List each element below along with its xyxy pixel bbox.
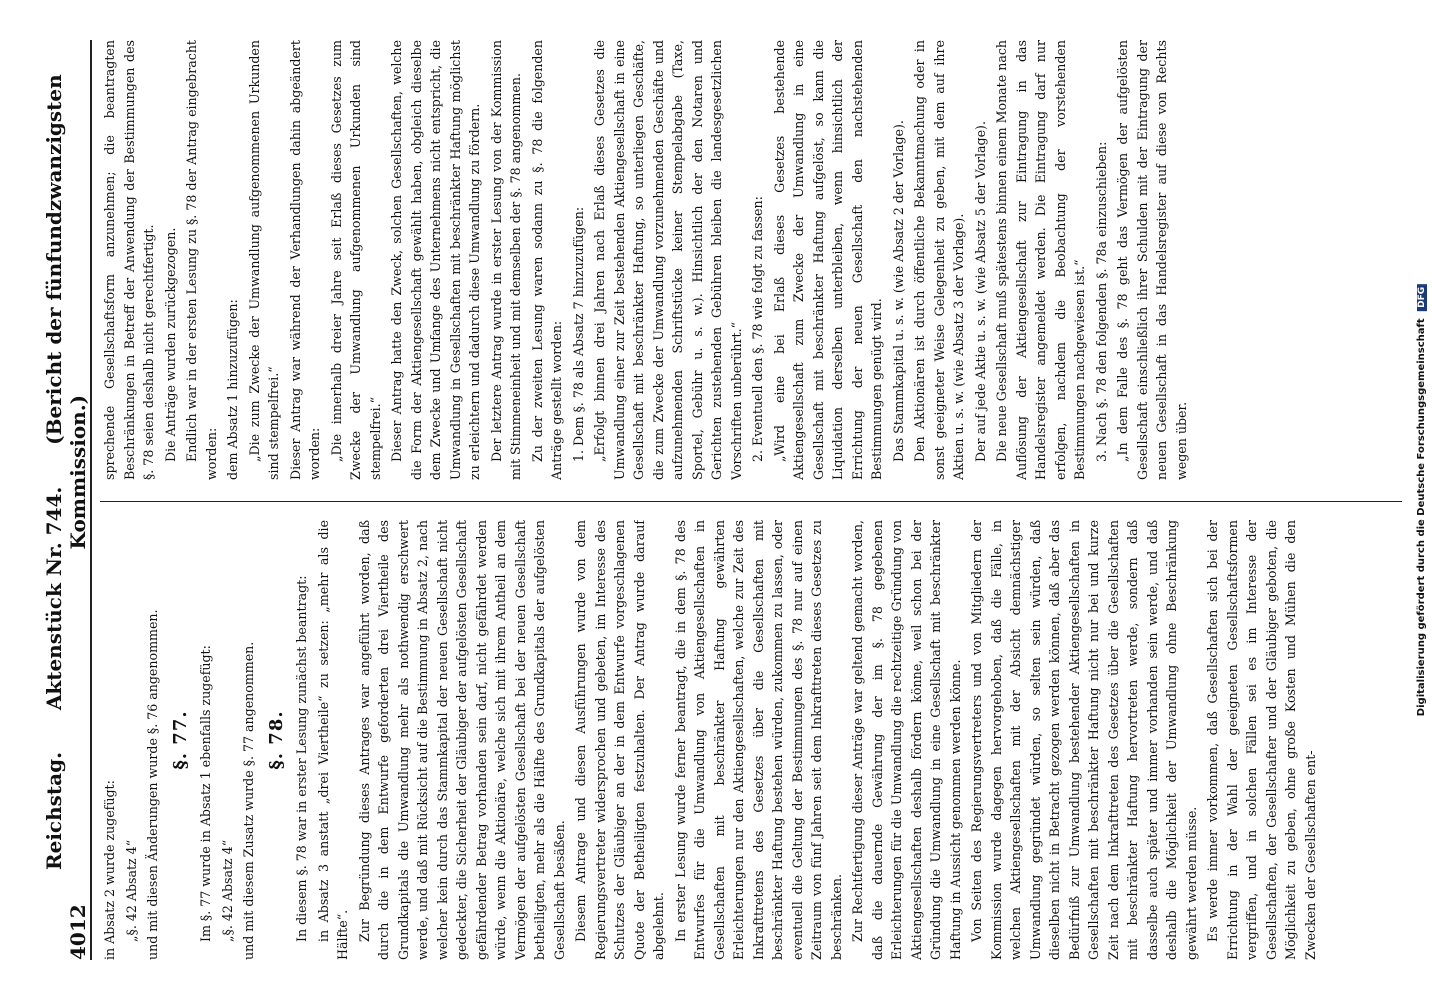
header-left: Reichstag. <box>42 751 66 871</box>
paragraph: „Wird eine bei Erlaß dieses Gesetzes bestehende Aktiengesellschaft zum Zwecke der Umwandlung in eine Gesellschaft mit beschränkter Haftung aufgelöst, so kann die Liquidation derselben unterbleiben, wenn hinsichtlich der Errichtung der neuen Gesellschaft den nachstehenden Bestimmungen genügt wird. <box>771 40 884 480</box>
paragraph: In diesem §. 78 war in erster Lesung zunächst beantragt: <box>294 575 309 942</box>
paragraph: „Die innerhalb dreier Jahre seit Erlaß dieses Gesetzes zum Zwecke der Umwandlung aufgenommenen Urkunden sind stempelfrei.“ <box>328 40 383 480</box>
paragraph: Zur Rechtfertigung dieser Anträge war geltend gemacht worden, daß die dauernde Gewährung der im §. 78 gegebenen Erleichterungen für die Umwandlung die rechtzeitige Gründung von Aktiengesellschaften deshalb fördern könne, weil schon bei der Gründung die Umwandlung in eine Gesellschaft mit beschränkter Haftung in Aussicht genommen werden könne. <box>850 520 963 960</box>
paragraph: und mit diesen Änderungen wurde §. 76 angenommen. <box>145 609 160 960</box>
right-column <box>100 40 1402 480</box>
paragraph: Es werde immer vorkommen, daß Gesellschaften sich bei der Errichtung in der Wahl der geeigneten Gesellschaftsformen vergriffen, und in solchen Fällen sei es im Interesse der Gesellschaften, der Gesellschafter und der Gläubiger geboten, die Möglichkeit zu geben, ohne große Kosten und Mühen die den Zwecken der Gesellschaften ent- <box>1205 520 1318 960</box>
paragraph: Zu der zweiten Lesung waren sodann zu §. 78 die folgenden Anträge gestellt worden: <box>529 40 564 480</box>
paragraph: Im §. 77 wurde in Absatz 1 ebenfalls zugefügt: <box>198 645 213 942</box>
paragraph: Dieser Antrag war während der Verhandlungen dahin abgeändert worden: <box>287 40 322 480</box>
paragraph: „Die zum Zwecke der Umwandlung aufgenommenen Urkunden sind stempelfrei.“ <box>246 40 281 480</box>
paragraph: „§. 42 Absatz 4“ <box>219 839 235 942</box>
paragraph: Dieser Antrag hatte den Zweck, solchen Gesellschaften, welche die Form der Aktiengesellschaft gewählt haben, obgleich dieselbe dem Zwecke und Umfange des Unternehmens nicht entspricht, die Umwandlung in Gesellschaften mit beschränkter Haftung möglichst zu erleichtern und dadurch diese Umwandlung zu fördern. <box>389 40 482 480</box>
paragraph: in Absatz 2 wurde zugefügt: <box>102 780 117 960</box>
paragraph: Die Anträge wurden zurückgezogen. <box>162 227 178 462</box>
paragraph: „Erfolgt binnen drei Jahren nach Erlaß dieses Gesetzes die Umwandlung einer zur Zeit bestehenden Aktiengesellschaft in eine Gesellschaft mit beschränkter Haftung, so unterliegen Geschäfte, die zum Zwecke der Umwandlung vorzunehmenden Geschäfte und aufzunehmenden Schriftstücke keiner Stempelabgabe (Taxe, Sportel, Gebühr u. s. w.). Hinsichtlich der den Notaren und Gerichten zustehenden Gebühren bleiben die landesgesetzlichen Vorschriften unberührt.“ <box>592 40 744 480</box>
paragraph: Den Aktionären ist durch öffentliche Bekanntmachung oder in sonst geeigneter Weise Gelegenheit zu geben, mit dem auf ihre Aktien u. s. w. (wie Absatz 3 der Vorlage). <box>912 40 966 480</box>
paragraph: 3. Nach §. 78 den folgenden §. 78a einzuschieben: <box>1093 141 1109 462</box>
paragraph: Zur Begründung dieses Antrages war angeführt worden, daß durch die in dem Entwurfe geforderten drei Viertheile des Grundkapitals die Umwandlung mehr als nothwendig erschwert werde, und daß mit Rücksicht auf die Bestimmung in Absatz 2, nach welcher kein durch das Stammkapital der neuen Gesellschaft nicht gedeckter, die Sicherheit der Gläubiger der aufgelösten Gesellschaft gefährdender Betrag vorhanden sein darf, nicht gefährdet werden würde, wenn die Aktionäre, welche sich mit ihrem Antheil an dem Vermögen der aufgelösten Gesellschaft bei der neuen Gesellschaft betheiligten, mehr als die Hälfte des Grundkapitals der aufgelösten Gesellschaft besäßen. <box>356 520 567 960</box>
page-number: 4012 <box>66 904 90 960</box>
paragraph: „§. 42 Absatz 4“ <box>123 839 139 942</box>
header-right: (Bericht der fünfundzwanzigsten Kommission.) <box>42 74 90 550</box>
paragraph: Endlich war in der ersten Lesung zu §. 78 der Antrag eingebracht worden: <box>184 40 219 480</box>
paragraph: 1. Dem §. 78 als Absatz 7 hinzuzufügen: <box>570 206 586 462</box>
left-column <box>100 520 1402 960</box>
paragraph: und mit diesem Zusatz wurde §. 77 angenommen. <box>241 641 256 960</box>
column-divider <box>100 501 1402 502</box>
paragraph: Diesem Antrage und diesen Ausführungen wurde von dem Regierungsvertreter widersprochen und gebeten, im Interesse des Schutzes der Gläubiger an der in dem Entwurfe vorgeschlagenen Quote der Betheiligten festzuhalten. Der Antrag wurde darauf abgelehnt. <box>573 520 666 960</box>
paragraph: Die neue Gesellschaft muß spätestens binnen einem Monate nach Auflösung der Aktiengesellschaft zur Eintragung in das Handelsregister angemeldet werden. Die Eintragung darf nur erfolgen, nachdem die Beobachtung der vorstehenden Bestimmungen nachgewiesen ist.“ <box>994 40 1087 480</box>
section-heading: §. 77. <box>169 710 191 770</box>
section-heading: §. 78. <box>265 710 287 770</box>
header-title <box>42 40 90 904</box>
paragraph: Von Seiten des Regierungsvertreters und von Mitgliedern der Kommission wurde dagegen hervorgehoben, daß die Fälle, in welchen Aktiengesellschaften mit der Absicht demnächstiger Umwandlung gegründet würden, so selten sein würden, daß dieselben nicht in Betracht gezogen werden können, daß aber das Bedürfniß zur Umwandlung bestehender Aktiengesellschaften in Gesellschaften mit beschränkter Haftung nicht nur bei und kurze Zeit nach dem Inkrafttreten des Gesetzes über die Gesellschaften mit beschränkter Haftung hervortreten werde, sondern daß dasselbe auch später und immer vorhanden sein werde, und daß deshalb die Möglichkeit der Umwandlung ohne Beschränkung gewährt werden müsse. <box>969 520 1199 960</box>
paragraph: Der letztere Antrag wurde in erster Lesung von der Kommission mit Stimmeneinheit und mit demselben der §. 78 angenommen. <box>488 40 523 480</box>
paragraph: dem Absatz 1 hinzuzufügen: <box>225 299 240 480</box>
credit-text: Digitalisierung gefördert durch die Deutsche Forschungsgemeinschaft <box>1416 318 1427 717</box>
page-header <box>42 40 92 960</box>
paragraph: „In dem Falle des §. 78 geht das Vermögen der aufgelösten Gesellschaft einschließlich ihrer Schulden mit der Eintragung der neuen Gesellschaft in das Handelsregister auf diese von Rechts wegen über. <box>1115 40 1189 480</box>
paragraph: Das Stammkapital u. s. w. (wie Absatz 2 der Vorlage). <box>890 120 906 462</box>
paragraph: Der auf jede Aktie u. s. w. (wie Absatz 5 der Vorlage). <box>972 121 988 462</box>
dfg-logo: DFG <box>1417 284 1427 311</box>
paragraph: in Absatz 3 anstatt „drei Viertheile“ zu setzen: „mehr als die Hälfte“. <box>315 520 350 960</box>
header-center: Aktenstück Nr. 744. <box>42 486 66 711</box>
paragraph: sprechende Gesellschaftsform anzunehmen; die beantragten Beschränkungen in Betreff der Anwendung der Bestimmungen des §. 78 seien deshalb nicht gerechtfertigt. <box>102 40 156 480</box>
paragraph: 2. Eventuell den §. 78 wie folgt zu fassen: <box>750 196 765 462</box>
digitization-credit <box>1416 60 1430 940</box>
paragraph: In erster Lesung wurde ferner beantragt, die in dem §. 78 des Entwurfes für die Umwandlung von Aktiengesellschaften in Gesellschaften mit beschränkter Haftung gewährten Erleichterungen nur den Aktiengesellschaften, welche zur Zeit des Inkrafttretens des Gesetzes über die Gesellschaften mit beschränkter Haftung bestehen würden, zukommen zu lassen, oder eventuell die Geltung der Bestimmungen des §. 78 nur auf einen Zeitraum von fünf Jahren seit dem Inkrafttreten dieses Gesetzes zu beschränken. <box>672 520 844 960</box>
